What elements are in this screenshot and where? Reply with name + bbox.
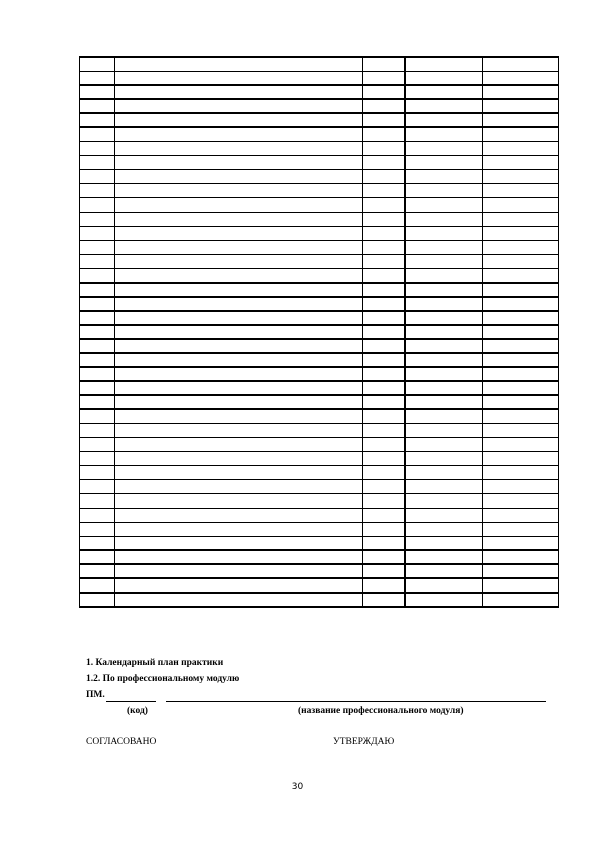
- table-row: [80, 381, 559, 395]
- table-cell: [483, 593, 559, 607]
- table-cell: [363, 325, 405, 339]
- table-cell: [363, 184, 405, 198]
- table-cell: [363, 423, 405, 437]
- table-cell: [115, 57, 363, 71]
- table-cell: [115, 198, 363, 212]
- table-cell: [115, 170, 363, 184]
- table-cell: [363, 212, 405, 226]
- table-cell: [115, 578, 363, 592]
- table-cell: [80, 536, 115, 550]
- table-cell: [115, 156, 363, 170]
- table-cell: [115, 508, 363, 522]
- table-cell: [363, 452, 405, 466]
- table-row: [80, 71, 559, 85]
- table-cell: [115, 212, 363, 226]
- table-cell: [483, 170, 559, 184]
- table-row: [80, 536, 559, 550]
- table-cell: [363, 494, 405, 508]
- table-row: [80, 170, 559, 184]
- table-row: [80, 550, 559, 564]
- module-prefix: ПМ.: [86, 690, 105, 700]
- table-cell: [80, 283, 115, 297]
- table-cell: [483, 71, 559, 85]
- table-cell: [363, 57, 405, 71]
- table-cell: [115, 127, 363, 141]
- table-cell: [363, 522, 405, 536]
- table-cell: [483, 438, 559, 452]
- table-row: [80, 480, 559, 494]
- table-cell: [363, 508, 405, 522]
- table-row: [80, 156, 559, 170]
- table-cell: [115, 240, 363, 254]
- table-cell: [483, 578, 559, 592]
- table-cell: [80, 127, 115, 141]
- table-cell: [115, 254, 363, 268]
- table-cell: [80, 156, 115, 170]
- table-cell: [405, 452, 483, 466]
- table-cell: [363, 438, 405, 452]
- table-cell: [405, 593, 483, 607]
- table-cell: [405, 438, 483, 452]
- table-cell: [483, 283, 559, 297]
- table-cell: [483, 156, 559, 170]
- table-cell: [363, 283, 405, 297]
- table-row: [80, 438, 559, 452]
- table-cell: [405, 522, 483, 536]
- table-row: [80, 198, 559, 212]
- module-name-underline: [166, 701, 546, 702]
- table-cell: [80, 564, 115, 578]
- table-cell: [483, 325, 559, 339]
- table-cell: [405, 142, 483, 156]
- table-cell: [405, 254, 483, 268]
- table-cell: [115, 99, 363, 113]
- table-row: [80, 311, 559, 325]
- table-cell: [405, 550, 483, 564]
- table-cell: [80, 297, 115, 311]
- table-cell: [363, 353, 405, 367]
- table-cell: [405, 564, 483, 578]
- table-cell: [80, 508, 115, 522]
- table-cell: [405, 113, 483, 127]
- table-cell: [115, 113, 363, 127]
- table-cell: [363, 170, 405, 184]
- table-cell: [363, 297, 405, 311]
- table-cell: [363, 311, 405, 325]
- table-cell: [80, 466, 115, 480]
- table-cell: [405, 184, 483, 198]
- table-cell: [405, 339, 483, 353]
- table-cell: [115, 226, 363, 240]
- table-cell: [483, 240, 559, 254]
- table-cell: [363, 466, 405, 480]
- table-cell: [405, 325, 483, 339]
- table-cell: [405, 127, 483, 141]
- table-cell: [405, 381, 483, 395]
- table-cell: [483, 536, 559, 550]
- table-cell: [115, 142, 363, 156]
- table-cell: [363, 395, 405, 409]
- module-heading: 1.2. По профессиональному модулю: [86, 674, 240, 684]
- table-row: [80, 508, 559, 522]
- table-cell: [405, 297, 483, 311]
- table-cell: [405, 71, 483, 85]
- table-cell: [115, 480, 363, 494]
- table-cell: [405, 494, 483, 508]
- table-row: [80, 466, 559, 480]
- table-row: [80, 452, 559, 466]
- table-cell: [80, 409, 115, 423]
- table-cell: [115, 593, 363, 607]
- table-cell: [483, 297, 559, 311]
- table-cell: [363, 254, 405, 268]
- table-cell: [80, 494, 115, 508]
- table-cell: [405, 240, 483, 254]
- table-cell: [405, 57, 483, 71]
- table-cell: [80, 212, 115, 226]
- module-name-caption: (название профессионального модуля): [298, 706, 464, 716]
- table-cell: [483, 142, 559, 156]
- table-cell: [80, 522, 115, 536]
- table-cell: [363, 156, 405, 170]
- table-cell: [115, 268, 363, 282]
- table-cell: [115, 85, 363, 99]
- table-cell: [115, 381, 363, 395]
- table-cell: [405, 99, 483, 113]
- table-cell: [115, 297, 363, 311]
- table-cell: [405, 283, 483, 297]
- table-row: [80, 184, 559, 198]
- table-cell: [80, 184, 115, 198]
- table-row: [80, 423, 559, 437]
- table-cell: [115, 184, 363, 198]
- table-cell: [405, 395, 483, 409]
- table-cell: [363, 99, 405, 113]
- table-cell: [405, 170, 483, 184]
- table-cell: [405, 480, 483, 494]
- table-cell: [80, 198, 115, 212]
- table-row: [80, 395, 559, 409]
- table-cell: [80, 170, 115, 184]
- blank-grid-table: [79, 56, 559, 608]
- table-cell: [363, 564, 405, 578]
- table-row: [80, 339, 559, 353]
- table-cell: [363, 550, 405, 564]
- table-cell: [363, 367, 405, 381]
- table-cell: [115, 71, 363, 85]
- table-cell: [363, 480, 405, 494]
- table-cell: [405, 508, 483, 522]
- table-cell: [363, 593, 405, 607]
- table-cell: [363, 85, 405, 99]
- table-row: [80, 353, 559, 367]
- table-cell: [80, 268, 115, 282]
- table-cell: [483, 423, 559, 437]
- table-cell: [80, 367, 115, 381]
- table-cell: [80, 226, 115, 240]
- table-cell: [80, 452, 115, 466]
- table-cell: [115, 550, 363, 564]
- table-cell: [115, 283, 363, 297]
- table-cell: [483, 367, 559, 381]
- table-cell: [363, 226, 405, 240]
- table-cell: [80, 395, 115, 409]
- table-cell: [483, 99, 559, 113]
- table-cell: [483, 339, 559, 353]
- table-cell: [80, 325, 115, 339]
- table-cell: [405, 409, 483, 423]
- table-cell: [483, 198, 559, 212]
- table-cell: [115, 536, 363, 550]
- table-row: [80, 494, 559, 508]
- table-cell: [483, 494, 559, 508]
- table-row: [80, 212, 559, 226]
- table-cell: [483, 85, 559, 99]
- table-cell: [483, 522, 559, 536]
- table-cell: [483, 381, 559, 395]
- table-row: [80, 578, 559, 592]
- table-cell: [80, 85, 115, 99]
- table-row: [80, 283, 559, 297]
- table-cell: [483, 452, 559, 466]
- table-cell: [80, 339, 115, 353]
- table-cell: [363, 409, 405, 423]
- table-cell: [405, 423, 483, 437]
- table-cell: [80, 99, 115, 113]
- table-cell: [405, 226, 483, 240]
- table-cell: [80, 71, 115, 85]
- approve-label: УТВЕРЖДАЮ: [333, 737, 395, 747]
- table-cell: [483, 268, 559, 282]
- table-cell: [115, 494, 363, 508]
- table-row: [80, 297, 559, 311]
- table-cell: [483, 113, 559, 127]
- table-row: [80, 593, 559, 607]
- table-row: [80, 85, 559, 99]
- page-number: 30: [291, 782, 304, 792]
- table-row: [80, 113, 559, 127]
- table-cell: [405, 212, 483, 226]
- table-cell: [483, 550, 559, 564]
- table-cell: [483, 395, 559, 409]
- module-code-underline: [106, 701, 156, 702]
- table-cell: [405, 367, 483, 381]
- table-cell: [483, 127, 559, 141]
- table-row: [80, 325, 559, 339]
- table-cell: [405, 466, 483, 480]
- table-cell: [363, 198, 405, 212]
- table-cell: [405, 85, 483, 99]
- table-cell: [483, 212, 559, 226]
- table-row: [80, 127, 559, 141]
- table-cell: [115, 438, 363, 452]
- table-cell: [363, 113, 405, 127]
- table-cell: [115, 311, 363, 325]
- table-cell: [115, 423, 363, 437]
- table-cell: [483, 57, 559, 71]
- table-row: [80, 367, 559, 381]
- table-row: [80, 99, 559, 113]
- grid-body: [80, 57, 559, 607]
- table-cell: [483, 311, 559, 325]
- table-cell: [363, 536, 405, 550]
- table-cell: [363, 381, 405, 395]
- table-cell: [483, 184, 559, 198]
- table-cell: [80, 353, 115, 367]
- table-row: [80, 226, 559, 240]
- code-caption: (код): [127, 706, 148, 716]
- table-cell: [405, 353, 483, 367]
- table-cell: [363, 71, 405, 85]
- table-cell: [363, 578, 405, 592]
- table-cell: [115, 353, 363, 367]
- calendar-plan-heading: 1. Календарный план практики: [86, 658, 224, 668]
- table-cell: [405, 156, 483, 170]
- table-cell: [115, 466, 363, 480]
- table-cell: [80, 113, 115, 127]
- table-cell: [483, 508, 559, 522]
- table-cell: [483, 409, 559, 423]
- table-cell: [115, 339, 363, 353]
- table-row: [80, 268, 559, 282]
- table-row: [80, 409, 559, 423]
- table-cell: [80, 57, 115, 71]
- table-cell: [363, 142, 405, 156]
- table-cell: [80, 593, 115, 607]
- table-row: [80, 564, 559, 578]
- table-cell: [483, 254, 559, 268]
- table-cell: [483, 480, 559, 494]
- table-row: [80, 57, 559, 71]
- table-cell: [115, 395, 363, 409]
- table-cell: [80, 578, 115, 592]
- table-cell: [405, 578, 483, 592]
- table-cell: [483, 564, 559, 578]
- table-cell: [363, 339, 405, 353]
- table-row: [80, 254, 559, 268]
- table-cell: [483, 226, 559, 240]
- table-cell: [80, 381, 115, 395]
- table-cell: [363, 268, 405, 282]
- table-cell: [405, 198, 483, 212]
- agreed-label: СОГЛАСОВАНО: [86, 737, 157, 747]
- table-cell: [115, 325, 363, 339]
- table-cell: [405, 536, 483, 550]
- table-cell: [115, 452, 363, 466]
- table-row: [80, 240, 559, 254]
- table-cell: [80, 240, 115, 254]
- table-cell: [80, 311, 115, 325]
- table-cell: [80, 423, 115, 437]
- table-cell: [483, 353, 559, 367]
- table-cell: [115, 367, 363, 381]
- table-cell: [115, 564, 363, 578]
- table-cell: [80, 438, 115, 452]
- table-cell: [363, 127, 405, 141]
- table-cell: [80, 550, 115, 564]
- table-cell: [405, 268, 483, 282]
- table-cell: [80, 254, 115, 268]
- table-cell: [363, 240, 405, 254]
- table-cell: [405, 311, 483, 325]
- table-row: [80, 142, 559, 156]
- table-cell: [483, 466, 559, 480]
- table-cell: [80, 480, 115, 494]
- table-row: [80, 522, 559, 536]
- table-cell: [115, 409, 363, 423]
- table-cell: [115, 522, 363, 536]
- table-cell: [80, 142, 115, 156]
